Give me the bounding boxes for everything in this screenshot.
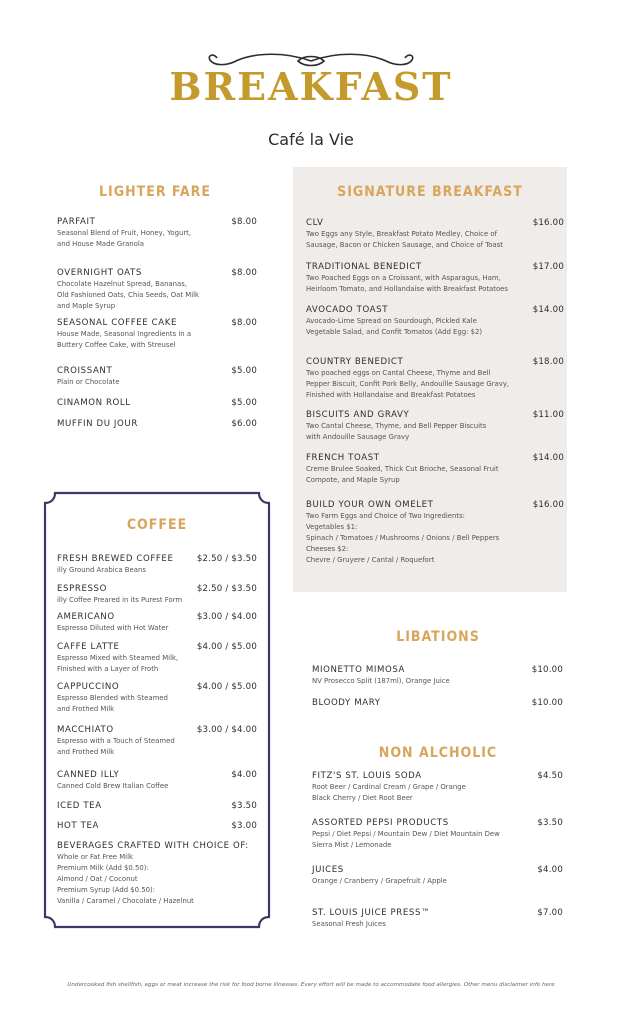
item-name: HOT TEA: [57, 821, 99, 831]
item-desc: Two Farm Eggs and Choice of Two Ingredients:: [306, 512, 465, 520]
item-name: CAFFE LATTE: [57, 642, 120, 652]
item-name: CLV: [306, 218, 324, 228]
menu-item-canned-illy: [57, 770, 257, 791]
menu-item-cinamon-roll: [57, 398, 257, 408]
item-desc: Orange / Cranberry / Grapefruit / Apple: [312, 877, 447, 885]
menu-item-hot-tea: [57, 821, 257, 831]
menu-item-juices: [312, 865, 563, 886]
item-desc: and Maple Syrup: [57, 302, 116, 310]
item-price: $8.00: [231, 268, 257, 278]
menu-item-pepsi: [312, 818, 563, 850]
item-name: FRENCH TOAST: [306, 453, 380, 463]
item-desc: Compote, and Maple Syrup: [306, 476, 400, 484]
item-desc: Two Eggs any Style, Breakfast Potato Medley, Choice of: [306, 230, 498, 238]
item-desc: Vegetable Salad, and Confit Tomatos (Add Egg: $2): [306, 328, 483, 336]
item-price: $5.00: [231, 398, 257, 408]
item-desc: Creme Brulee Soaked, Thick Cut Brioche, Seasonal Fruit: [306, 465, 499, 473]
item-price: $8.00: [231, 217, 257, 227]
item-desc: illy Ground Arabica Beans: [57, 566, 146, 574]
item-price: $14.00: [532, 305, 564, 315]
item-desc: Root Beer / Cardinal Cream / Grape / Orange: [312, 783, 466, 791]
item-desc: Buttery Coffee Cake, with Streusel: [57, 341, 176, 349]
menu-item-biscuits-gravy: [306, 410, 564, 442]
item-desc: Vanilla / Caramel / Chocolate / Hazelnut: [57, 897, 194, 905]
item-name: CROISSANT: [57, 366, 113, 376]
menu-item-avocado-toast: [306, 305, 564, 337]
item-price: $4.00: [231, 770, 257, 780]
item-desc: Chevre / Gruyere / Cantal / Roquefort: [306, 556, 435, 564]
item-name: SEASONAL COFFEE CAKE: [57, 318, 177, 328]
item-name: JUICES: [312, 865, 344, 875]
item-desc: Two poached eggs on Cantal Cheese, Thyme and Bell: [306, 369, 491, 377]
menu-item-croissant: [57, 366, 257, 387]
menu-item-coffee-cake: [57, 318, 257, 350]
menu-item-caffe-latte: [57, 642, 257, 674]
item-desc: House Made, Seasonal Ingredients in a: [57, 330, 192, 338]
item-name: FITZ'S ST. LOUIS SODA: [312, 771, 422, 781]
item-name: CAPPUCCINO: [57, 682, 120, 692]
menu-item-cappuccino: [57, 682, 257, 714]
menu-item-traditional-benedict: [306, 262, 564, 294]
item-desc: and Frothed Milk: [57, 748, 115, 756]
item-desc: Chocolate Hazelnut Spread, Bananas,: [57, 280, 188, 288]
item-price: $8.00: [231, 318, 257, 328]
item-desc: and Frothed Milk: [57, 705, 115, 713]
item-name: MUFFIN DU JOUR: [57, 419, 138, 429]
item-desc: Espresso Mixed with Steamed Milk,: [57, 654, 179, 662]
item-name: ESPRESSO: [57, 584, 107, 594]
lighter-fare-heading: LIGHTER FARE: [99, 184, 211, 200]
item-price: $3.50: [537, 818, 563, 828]
item-name: ICED TEA: [57, 801, 102, 811]
menu-item-clv: [306, 218, 564, 250]
item-name: CINAMON ROLL: [57, 398, 131, 408]
item-name: COUNTRY BENEDICT: [306, 357, 404, 367]
item-desc: illy Coffee Preared in its Purest Form: [57, 596, 183, 604]
item-desc: Seasonal Fresh Juices: [312, 920, 386, 928]
item-price: $3.50: [231, 801, 257, 811]
menu-item-french-toast: [306, 453, 564, 485]
item-name: MIONETTO MIMOSA: [312, 665, 406, 675]
item-price: $18.00: [532, 357, 564, 367]
item-price: $16.00: [532, 500, 564, 510]
menu-title: BREAKFAST: [169, 64, 453, 109]
item-desc: Two Poached Eggs on a Croissant, with Asparagus, Ham,: [306, 274, 501, 282]
menu-item-beverage-options: [57, 841, 257, 906]
menu-item-fitz-soda: [312, 771, 563, 803]
item-desc: Vegetables $1:: [306, 523, 358, 531]
menu-item-fresh-brewed: [57, 554, 257, 575]
item-desc: Pepsi / Diet Pepsi / Mountain Dew / Diet Mountain Dew: [312, 830, 500, 838]
item-name: PARFAIT: [57, 217, 96, 227]
item-price: $2.50 / $3.50: [196, 584, 257, 594]
item-desc: Heirloom Tomato, and Hollandaise with Breakfast Potatoes: [306, 285, 508, 293]
menu-item-mimosa: [312, 665, 563, 686]
item-name: FRESH BREWED COFFEE: [57, 554, 174, 564]
libations-heading: LIBATIONS: [396, 629, 480, 645]
menu-item-overnight-oats: [57, 268, 257, 311]
item-name: ASSORTED PEPSI PRODUCTS: [312, 818, 449, 828]
menu-item-country-benedict: [306, 357, 564, 400]
menu-item-macchiato: [57, 725, 257, 757]
menu-item-parfait: [57, 217, 257, 249]
non-alcoholic-heading: NON ALCHOLIC: [378, 745, 498, 761]
item-name: TRADITIONAL BENEDICT: [306, 262, 422, 272]
item-price: $5.00: [231, 366, 257, 376]
item-price: $4.50: [537, 771, 563, 781]
menu-item-bloody-mary: [312, 698, 563, 708]
item-desc: Plain or Chocolate: [57, 378, 120, 386]
item-desc: Premium Milk (Add $0.50):: [57, 864, 149, 872]
item-price: $7.00: [537, 908, 563, 918]
item-price: $10.00: [531, 665, 563, 675]
item-name: BLOODY MARY: [312, 698, 381, 708]
item-name: BISCUITS AND GRAVY: [306, 410, 410, 420]
item-desc: Black Cherry / Diet Root Beer: [312, 794, 413, 802]
cafe-name: Café la Vie: [268, 130, 354, 149]
item-price: $14.00: [532, 453, 564, 463]
signature-heading: SIGNATURE BREAKFAST: [337, 184, 523, 200]
item-desc: Canned Cold Brew Italian Coffee: [57, 782, 169, 790]
item-desc: Sierra Mist / Lemonade: [312, 841, 392, 849]
item-price: $3.00 / $4.00: [196, 725, 257, 735]
item-name: BEVERAGES CRAFTED WITH CHOICE OF:: [57, 841, 249, 851]
item-desc: Two Cantal Cheese, Thyme, and Bell Pepper Biscuits: [306, 422, 487, 430]
item-desc: Seasonal Blend of Fruit, Honey, Yogurt,: [57, 229, 192, 237]
item-price: $4.00 / $5.00: [196, 682, 257, 692]
item-desc: Spinach / Tomatoes / Mushrooms / Onions / Bell Peppers: [306, 534, 500, 542]
item-name: CANNED ILLY: [57, 770, 120, 780]
item-desc: Espresso Blended with Steamed: [57, 694, 168, 702]
item-desc: Almond / Oat / Coconut: [57, 875, 138, 883]
item-desc: Pepper Biscuit, Confit Pork Belly, Andouille Sausage Gravy,: [306, 380, 510, 388]
item-desc: Sausage, Bacon or Chicken Sausage, and Choice of Toast: [306, 241, 503, 249]
item-price: $17.00: [532, 262, 564, 272]
item-desc: NV Prosecco Split (187ml), Orange Juice: [312, 677, 450, 685]
item-desc: Espresso Diluted with Hot Water: [57, 624, 169, 632]
item-price: $6.00: [231, 419, 257, 429]
item-desc: with Andouille Sausage Gravy: [306, 433, 410, 441]
item-desc: Finished with Hollandaise and Breakfast Potatoes: [306, 391, 476, 399]
footer-disclaimer: Undercooked fish shellfish, eggs or meat increase the risk for food borne illnesses. Every effort will be made to accommodate food allergies. Other menu disclaimer info here: [67, 982, 555, 988]
menu-item-iced-tea: [57, 801, 257, 811]
item-desc: Whole or Fat Free Milk: [57, 853, 134, 861]
item-name: AMERICANO: [57, 612, 115, 622]
item-desc: and House Made Granola: [57, 240, 145, 248]
item-price: $4.00: [537, 865, 563, 875]
item-name: AVOCADO TOAST: [306, 305, 389, 315]
item-name: OVERNIGHT OATS: [57, 268, 142, 278]
item-desc: Cheeses $2:: [306, 545, 349, 553]
item-desc: Avocado-Lime Spread on Sourdough, Pickled Kale: [306, 317, 477, 325]
item-name: MACCHIATO: [57, 725, 114, 735]
item-price: $11.00: [532, 410, 564, 420]
item-price: $4.00 / $5.00: [196, 642, 257, 652]
item-name: ST. LOUIS JUICE PRESS™: [312, 908, 431, 918]
item-price: $3.00 / $4.00: [196, 612, 257, 622]
menu-item-espresso: [57, 584, 257, 605]
item-desc: Espresso with a Touch of Steamed: [57, 737, 175, 745]
item-price: $10.00: [531, 698, 563, 708]
item-desc: Old Fashioned Oats, Chia Seeds, Oat Milk: [57, 291, 200, 299]
item-desc: Finished with a Layer of Froth: [57, 665, 159, 673]
menu-item-juice-press: [312, 908, 563, 929]
menu-item-muffin: [57, 419, 257, 429]
item-price: $16.00: [532, 218, 564, 228]
item-name: BUILD YOUR OWN OMELET: [306, 500, 434, 510]
item-desc: Premium Syrup (Add $0.50):: [57, 886, 156, 894]
item-price: $3.00: [231, 821, 257, 831]
coffee-heading: COFFEE: [126, 517, 188, 533]
menu-item-americano: [57, 612, 257, 633]
item-price: $2.50 / $3.50: [196, 554, 257, 564]
menu-item-omelet: [306, 500, 564, 565]
